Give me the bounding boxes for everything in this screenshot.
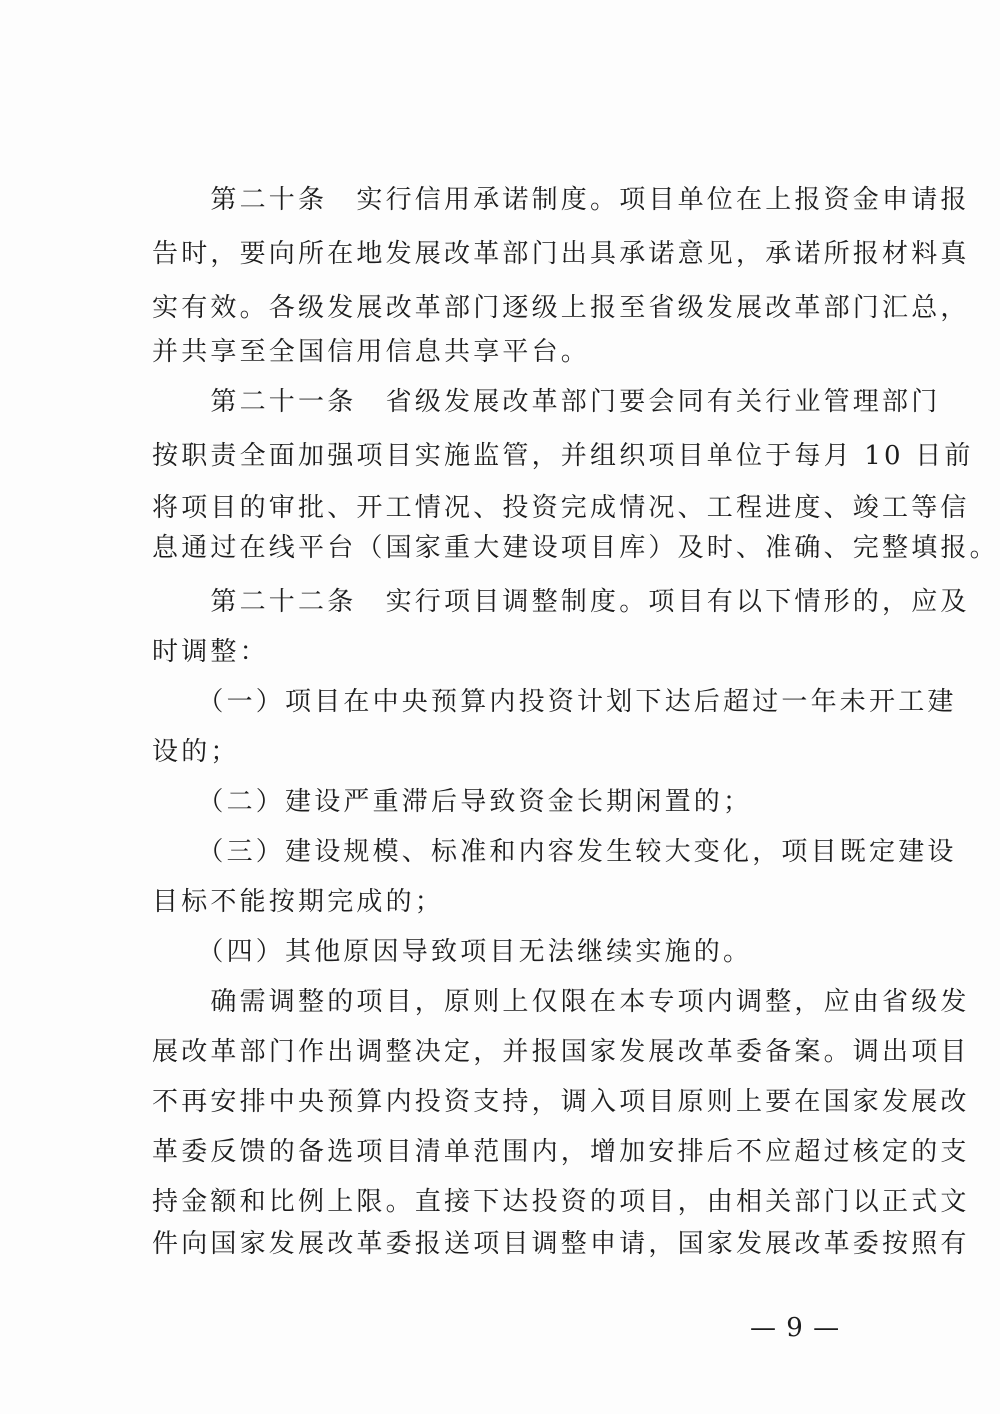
text-line: 实有效。各级发展改革部门逐级上报至省级发展改革部门汇总， <box>152 293 970 323</box>
text-line: 确需调整的项目，原则上仅限在本专项内调整，应由省级发 <box>152 987 970 1017</box>
text-line: 第二十条 实行信用承诺制度。项目单位在上报资金申请报 <box>152 185 970 215</box>
text-line: （二）建设严重滞后导致资金长期闲置的； <box>152 787 753 817</box>
page-number: — 9 — <box>750 1313 841 1343</box>
text-line: 第二十二条 实行项目调整制度。项目有以下情形的，应及 <box>152 587 970 617</box>
text-line: 展改革部门作出调整决定，并报国家发展改革委备案。调出项目 <box>152 1037 970 1067</box>
text-line: 持金额和比例上限。直接下达投资的项目，由相关部门以正式文 <box>152 1187 970 1217</box>
text-line: 并共享至全国信用信息共享平台。 <box>152 337 591 367</box>
text-line: 时调整： <box>152 637 269 667</box>
text-line: 目标不能按期完成的； <box>152 887 445 917</box>
text-line: 件向国家发展改革委报送项目调整申请，国家发展改革委按照有 <box>152 1229 970 1259</box>
text-line: 第二十一条 省级发展改革部门要会同有关行业管理部门 <box>152 387 941 417</box>
text-line: 将项目的审批、开工情况、投资完成情况、工程进度、竣工等信 <box>152 493 970 523</box>
text-line: （四）其他原因导致项目无法继续实施的。 <box>152 937 753 967</box>
text-line: 不再安排中央预算内投资支持，调入项目原则上要在国家发展改 <box>152 1087 970 1117</box>
text-line: 按职责全面加强项目实施监管，并组织项目单位于每月 10 日前 <box>152 441 974 471</box>
text-line: 革委反馈的备选项目清单范围内，增加安排后不应超过核定的支 <box>152 1137 970 1167</box>
text-line: 告时，要向所在地发展改革部门出具承诺意见，承诺所报材料真 <box>152 239 970 269</box>
text-line: 息通过在线平台（国家重大建设项目库）及时、准确、完整填报。 <box>152 533 999 563</box>
text-line: （三）建设规模、标准和内容发生较大变化，项目既定建设 <box>152 837 957 867</box>
text-line: （一）项目在中央预算内投资计划下达后超过一年未开工建 <box>152 687 957 717</box>
text-line: 设的； <box>152 737 240 767</box>
